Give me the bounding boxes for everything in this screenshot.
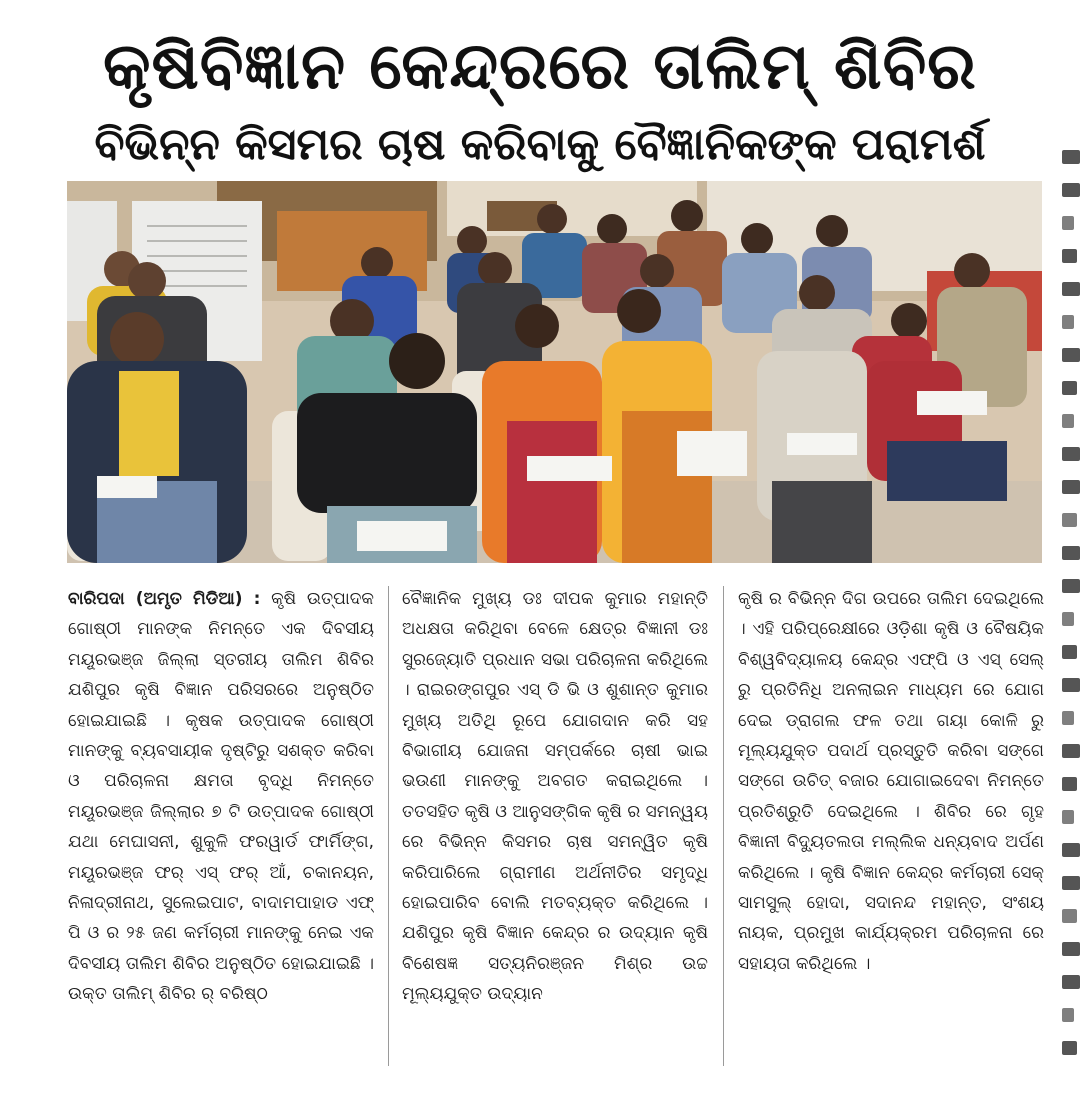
article-text: କୃଷି ଉତ୍ପାଦକ ଗୋଷ୍ଠୀ ମାନଙ୍କ ନିମନ୍ତେ ଏକ ଦିବସୀୟ ମୟୂରଭଞ୍ଜ ଜିଲ୍ଲା ସ୍ତରୀୟ ତାଲିମ ଶିବିର ଯଶିପୁର କୃଷି ବିଜ୍ଞାନ ପରିସରରେ ଅନୁଷ୍ଠିତ ହୋଇଯାଇଛି । କୃଷକ ଉତ୍ପାଦକ ଗୋଷ୍ଠୀ ମାନଙ୍କୁ ବ୍ୟବସାୟୀକ ଦୃଷ୍ଟିରୁ ସଶକ୍ତ କରିବା ଓ ପରିଚାଳନା କ୍ଷମତା ବୃଦ୍ଧି ନିମନ୍ତେ ମୟୂରଭଞ୍ଜ ଜିଲ୍ଲାର ୭ ଟି ଉତ୍ପାଦକ ଗୋଷ୍ଠୀ ଯଥା ମେଘାସନୀ, ଶୁକୁଳି ଫରୱାର୍ଡ ଫାର୍ମିଙ୍ଗ, ମୟୂରଭଞ୍ଜ ଫର୍ ଏସ୍ ଫର୍ ଆଁ, ଚକାନୟନ, ନିଳାଦ୍ରୀନାଥ, ସୁଲେଇପାଟ, ବାଦାମପାହାଡ ଏଫ୍ ପି ଓ ର ୨୫ ଜଣ କର୍ମଚାରୀ ମାନଙ୍କୁ ନେଇ ଏକ ଦିବସୀୟ ତାଲିମ ଶିବିର ଅନୁଷ୍ଠିତ ହୋଇଯାଇଛି । ଉକ୍ତ ତାଲିମ୍ ଶିବିର ର୍ ବରିଷ୍ଠ: [68, 589, 374, 1005]
column-divider: [388, 586, 389, 1066]
article-text: ବୈଜ୍ଞାନିକ ମୁଖ୍ୟ ଡଃ ଦୀପକ କୁମାର ମହାନ୍ତି ଅଧକ୍ଷତା କରିଥିବା ବେଳେ କ୍ଷେତ୍ର ବିଜ୍ଞାନୀ ଡଃ ସୁରଜ୍ୟୋତି ପ୍ରଧାନ ସଭା ପରିଚାଳନା କରିଥିଲେ । ରାଇରଙ୍ଗପୁର ଏସ୍ ଡି ଭି ଓ ଶୁଶାନ୍ତ କୁମାର ମୁଖ୍ୟ ଅତିଥି ରୂପେ ଯୋଗଦାନ କରି ସହ ବିଭାଗୀୟ ଯୋଜନା ସମ୍ପର୍କରେ ଚାଷୀ ଭାଇ ଭଉଣୀ ମାନଙ୍କୁ ଅବଗତ କରାଇଥିଲେ । ତତସହିତ କୃଷି ଓ ଆନୁସଙ୍ଗିକ କୃଷି ର ସମନ୍ୱୟ ରେ ବିଭିନ୍ନ କିସମର ଚାଷ ସମନ୍ୱିତ କୃଷି କରିପାରିଲେ ଗ୍ରାମୀଣ ଅର୍ଥନୀତିର ସମୃଦ୍ଧି ହୋଇପାରିବ ବୋଲି ମତବ୍ୟକ୍ତ କରିଥିଲେ । ଯଶିପୁର କୃଷି ବିଜ୍ଞାନ କେନ୍ଦ୍ର ର ଉଦ୍ୟାନ କୃଷି ବିଶେଷଜ୍ଞ ସତ୍ୟନିରଞ୍ଜନ ମିଶ୍ର ଉଚ୍ଚ ମୂଲ୍ୟଯୁକ୍ତ ଉଦ୍ୟାନ: [402, 589, 708, 1005]
headline: କୃଷିବିଜ୍ଞାନ କେନ୍ଦ୍ରରେ ତାଲିମ୍ ଶିବିର: [103, 30, 977, 104]
news-photo: [67, 181, 1042, 563]
subheadline: ବିଭିନ୍ନ କିସମର ଚାଷ କରିବାକୁ ବୈଜ୍ଞାନିକଙ୍କ ପରାମର୍ଶ: [94, 119, 986, 170]
article-text: କୃଷି ର ବିଭିନ୍ନ ଦିଗ ଉପରେ ତାଲିମ ଦେଇଥିଲେ । ଏହି ପରିପ୍ରେକ୍ଷୀରେ ଓଡ଼ିଶା କୃଷି ଓ ବୈଷୟିକ ବିଶ୍ୱବିଦ୍ୟାଳୟ କେନ୍ଦ୍ର ଏଫ୍ପି ଓ ଏସ୍ ସେଲ୍ ରୁ ପ୍ରତିନିଧି ଅନଲାଇନ ମାଧ୍ୟମ ରେ ଯୋଗ ଦେଇ ଡ୍ରାଗଲ ଫଳ ତଥା ଗୟା କୋଳି ରୁ ମୂଲ୍ୟଯୁକ୍ତ ପଦାର୍ଥ ପ୍ରସ୍ତୁତି କରିବା ସଙ୍ଗେ ସଙ୍ଗେ ଉଚିତ୍ ବଜାର ଯୋଗାଇଦେବା ନିମନ୍ତେ ପ୍ରତିଶ୍ରୁତି ଦେଇଥିଲେ । ଶିବିର ରେ ଗୃହ ବିଜ୍ଞାନୀ ବିଦ୍ୟୁତଲତା ମଲ୍ଲିକ ଧନ୍ୟବାଦ ଅର୍ପଣ କରିଥିଲେ । କୃଷି ବିଜ୍ଞାନ କେନ୍ଦ୍ର କର୍ମଚାରୀ ସେକ୍ ସାମସୁଲ୍ ହୋଦା, ସଦାନନ୍ଦ ମହାନ୍ତ, ସଂଶୟ ନାୟକ, ପ୍ରମୁଖ କାର୍ଯ୍ୟକ୍ରମ ପରିଚାଳନା ରେ ସହାୟତା କରିଥିଲେ ।: [738, 589, 1044, 974]
article-column-1: [68, 584, 374, 1070]
article-column-2: [402, 584, 708, 1070]
adjacent-article-edge: [1058, 150, 1080, 1100]
column-divider: [723, 586, 724, 1066]
dateline: ବାରିପଦା (ଅମୃତ ମିଡିଆ) :: [68, 589, 261, 609]
article-column-3: [738, 584, 1044, 1070]
